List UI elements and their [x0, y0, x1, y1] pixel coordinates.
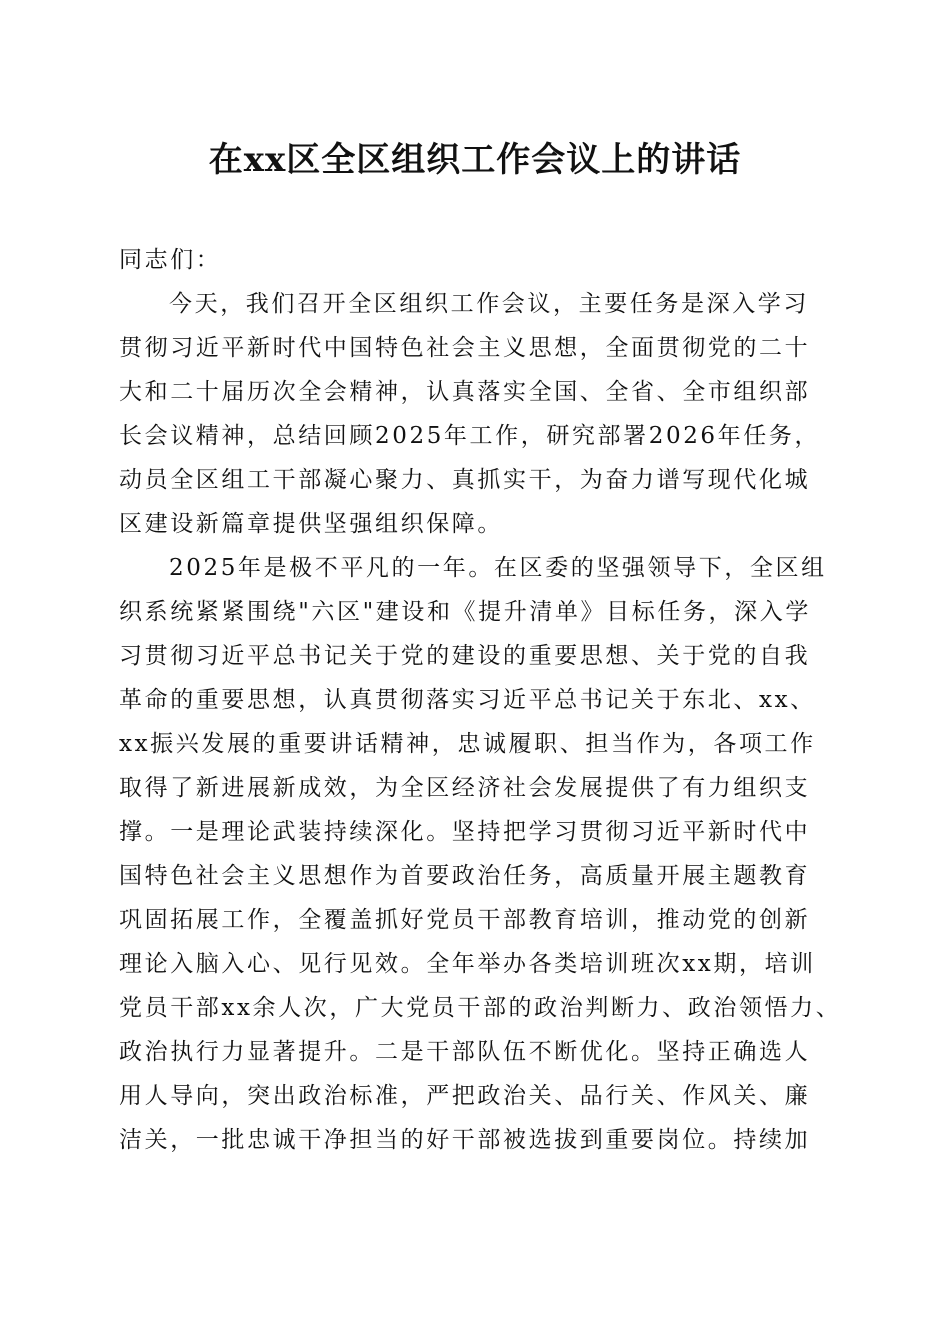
paragraph-2 [119, 546, 859, 1162]
speech-title: 在xx区全区组织工作会议上的讲话 [208, 140, 742, 180]
paragraph-line: 区建设新篇章提供坚强组织保障。 [119, 511, 503, 537]
salutation: 同志们： [119, 247, 222, 273]
paragraph-line: 大和二十届历次全会精神，认真落实全国、全省、全市组织部 [119, 379, 811, 405]
paragraph-line: 国特色社会主义思想作为首要政治任务，高质量开展主题教育 [119, 863, 811, 889]
speech-body [119, 238, 859, 1162]
paragraph-line: 习贯彻习近平总书记关于党的建设的重要思想、关于党的自我 [119, 643, 811, 669]
paragraph-1 [119, 282, 859, 546]
paragraph-line: 洁关，一批忠诚干净担当的好干部被选拔到重要岗位。持续加 [119, 1127, 811, 1153]
paragraph-line: xx振兴发展的重要讲话精神，忠诚履职、担当作为，各项工作 [119, 731, 816, 757]
paragraph-line: 取得了新进展新成效，为全区经济社会发展提供了有力组织支 [119, 775, 811, 801]
paragraph-line: 贯彻习近平新时代中国特色社会主义思想，全面贯彻党的二十 [119, 335, 811, 361]
paragraph-line: 织系统紧紧围绕"六区"建设和《提升清单》目标任务，深入学 [119, 599, 811, 625]
paragraph-line: 党员干部xx余人次，广大党员干部的政治判断力、政治领悟力、 [119, 995, 842, 1021]
paragraph-line: 政治执行力显著提升。二是干部队伍不断优化。坚持正确选人 [119, 1039, 811, 1065]
paragraph-line: 2025年是极不平凡的一年。在区委的坚强领导下，全区组 [169, 555, 827, 581]
paragraph-line: 革命的重要思想，认真贯彻落实习近平总书记关于东北、xx、 [119, 687, 816, 713]
paragraph-line: 用人导向，突出政治标准，严把政治关、品行关、作风关、廉 [119, 1083, 811, 1109]
paragraph-line: 长会议精神，总结回顾2025年工作，研究部署2026年任务， [119, 423, 821, 449]
paragraph-line: 理论入脑入心、见行见效。全年举办各类培训班次xx期，培训 [119, 951, 816, 977]
paragraph-line: 动员全区组工干部凝心聚力、真抓实干，为奋力谱写现代化城 [119, 467, 811, 493]
paragraph-line: 今天，我们召开全区组织工作会议，主要任务是深入学习 [169, 291, 809, 317]
paragraph-line: 撑。一是理论武装持续深化。坚持把学习贯彻习近平新时代中 [119, 819, 811, 845]
paragraph-line: 巩固拓展工作，全覆盖抓好党员干部教育培训，推动党的创新 [119, 907, 811, 933]
